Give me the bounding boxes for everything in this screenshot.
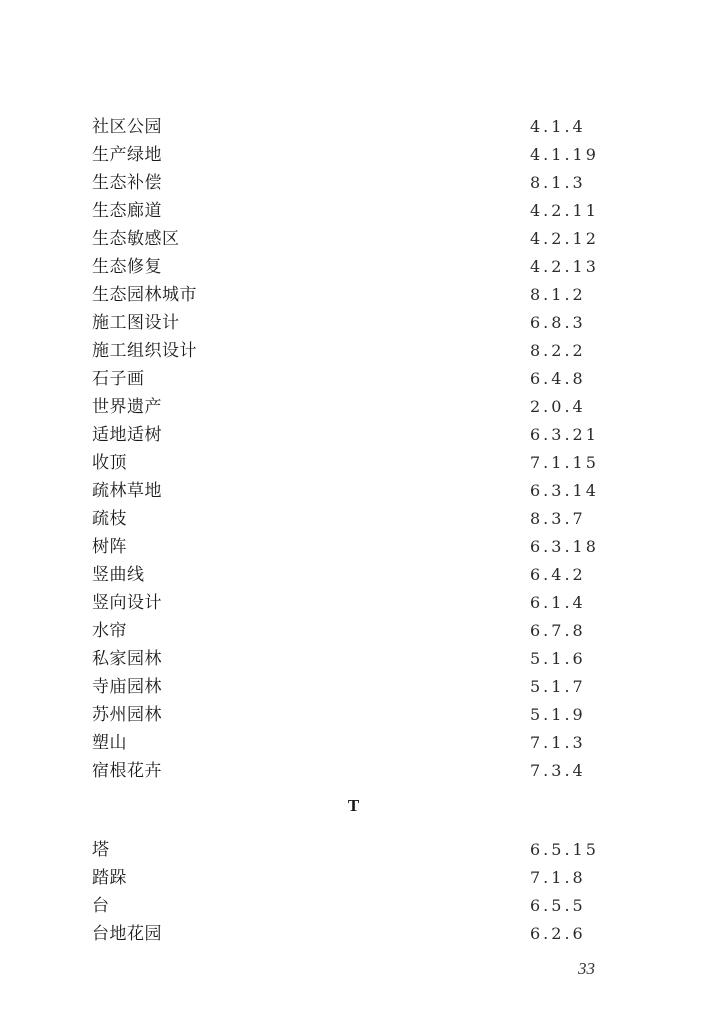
index-term: 疏林草地 xyxy=(92,481,162,501)
index-entry xyxy=(0,864,707,892)
index-term: 生态廊道 xyxy=(92,201,162,221)
index-entry xyxy=(0,589,707,617)
index-term: 苏州园林 xyxy=(92,705,162,725)
index-entry xyxy=(0,673,707,701)
index-ref: 6.4.2 xyxy=(530,565,586,584)
index-entry xyxy=(0,920,707,948)
index-ref: 6.5.15 xyxy=(530,840,599,859)
index-entry xyxy=(0,169,707,197)
index-ref: 4.2.12 xyxy=(530,229,599,248)
index-term: 收顶 xyxy=(92,453,127,473)
index-ref: 6.3.18 xyxy=(530,537,599,556)
index-entry xyxy=(0,449,707,477)
index-term: 台 xyxy=(92,896,110,916)
index-ref: 5.1.9 xyxy=(530,705,586,724)
index-entry xyxy=(0,617,707,645)
index-ref: 8.3.7 xyxy=(530,509,586,528)
index-entry xyxy=(0,561,707,589)
index-ref: 5.1.6 xyxy=(530,649,586,668)
index-term: 寺庙园林 xyxy=(92,677,162,697)
index-ref: 4.2.11 xyxy=(530,201,599,220)
index-entry xyxy=(0,701,707,729)
index-term: 竖曲线 xyxy=(92,565,145,585)
index-entry xyxy=(0,393,707,421)
index-entry xyxy=(0,365,707,393)
index-entry xyxy=(0,141,707,169)
index-term: 塑山 xyxy=(92,733,127,753)
index-ref: 4.1.19 xyxy=(530,145,599,164)
index-ref: 6.3.14 xyxy=(530,481,599,500)
index-ref: 6.4.8 xyxy=(530,369,586,388)
index-entry xyxy=(0,505,707,533)
index-entry xyxy=(0,197,707,225)
index-term: 私家园林 xyxy=(92,649,162,669)
index-term: 社区公园 xyxy=(92,117,162,137)
index-ref: 6.8.3 xyxy=(530,313,586,332)
index-term: 生产绿地 xyxy=(92,145,162,165)
index-term: 施工图设计 xyxy=(92,313,180,333)
index-term: 生态敏感区 xyxy=(92,229,180,249)
index-ref: 5.1.7 xyxy=(530,677,586,696)
index-ref: 2.0.4 xyxy=(530,397,586,416)
index-ref: 6.3.21 xyxy=(530,425,599,444)
index-term: 树阵 xyxy=(92,537,127,557)
index-term: 水帘 xyxy=(92,621,127,641)
index-term: 塔 xyxy=(92,840,110,860)
index-term: 石子画 xyxy=(92,369,145,389)
index-entry xyxy=(0,757,707,785)
index-ref: 4.2.13 xyxy=(530,257,599,276)
index-term: 台地花园 xyxy=(92,924,162,944)
index-entry xyxy=(0,836,707,864)
index-term: 竖向设计 xyxy=(92,593,162,613)
index-entry xyxy=(0,309,707,337)
index-term: 生态修复 xyxy=(92,257,162,277)
index-ref: 7.1.8 xyxy=(530,868,586,887)
index-entry xyxy=(0,225,707,253)
index-ref: 6.1.4 xyxy=(530,593,586,612)
index-entry xyxy=(0,729,707,757)
index-entry xyxy=(0,113,707,141)
index-ref: 7.1.15 xyxy=(530,453,599,472)
index-entry xyxy=(0,253,707,281)
page-number: 33 xyxy=(578,959,595,978)
index-entry xyxy=(0,533,707,561)
index-term: 生态园林城市 xyxy=(92,285,197,305)
index-term: 适地适树 xyxy=(92,425,162,445)
index-ref: 6.7.8 xyxy=(530,621,586,640)
index-section-s xyxy=(0,113,707,785)
index-entry xyxy=(0,477,707,505)
index-term: 施工组织设计 xyxy=(92,341,197,361)
index-term: 生态补偿 xyxy=(92,173,162,193)
index-term: 宿根花卉 xyxy=(92,761,162,781)
index-ref: 6.5.5 xyxy=(530,896,586,915)
index-term: 疏枝 xyxy=(92,509,127,529)
index-entry xyxy=(0,645,707,673)
index-section-t xyxy=(0,836,707,948)
index-ref: 7.1.3 xyxy=(530,733,586,752)
section-heading-t: T xyxy=(347,796,360,815)
index-entry xyxy=(0,281,707,309)
index-entry xyxy=(0,421,707,449)
index-term: 踏跺 xyxy=(92,868,127,888)
index-ref: 4.1.4 xyxy=(530,117,586,136)
index-ref: 7.3.4 xyxy=(530,761,586,780)
index-entry xyxy=(0,892,707,920)
index-ref: 8.2.2 xyxy=(530,341,586,360)
index-ref: 8.1.3 xyxy=(530,173,586,192)
index-entry xyxy=(0,337,707,365)
index-term: 世界遗产 xyxy=(92,397,162,417)
index-ref: 6.2.6 xyxy=(530,924,586,943)
index-ref: 8.1.2 xyxy=(530,285,586,304)
